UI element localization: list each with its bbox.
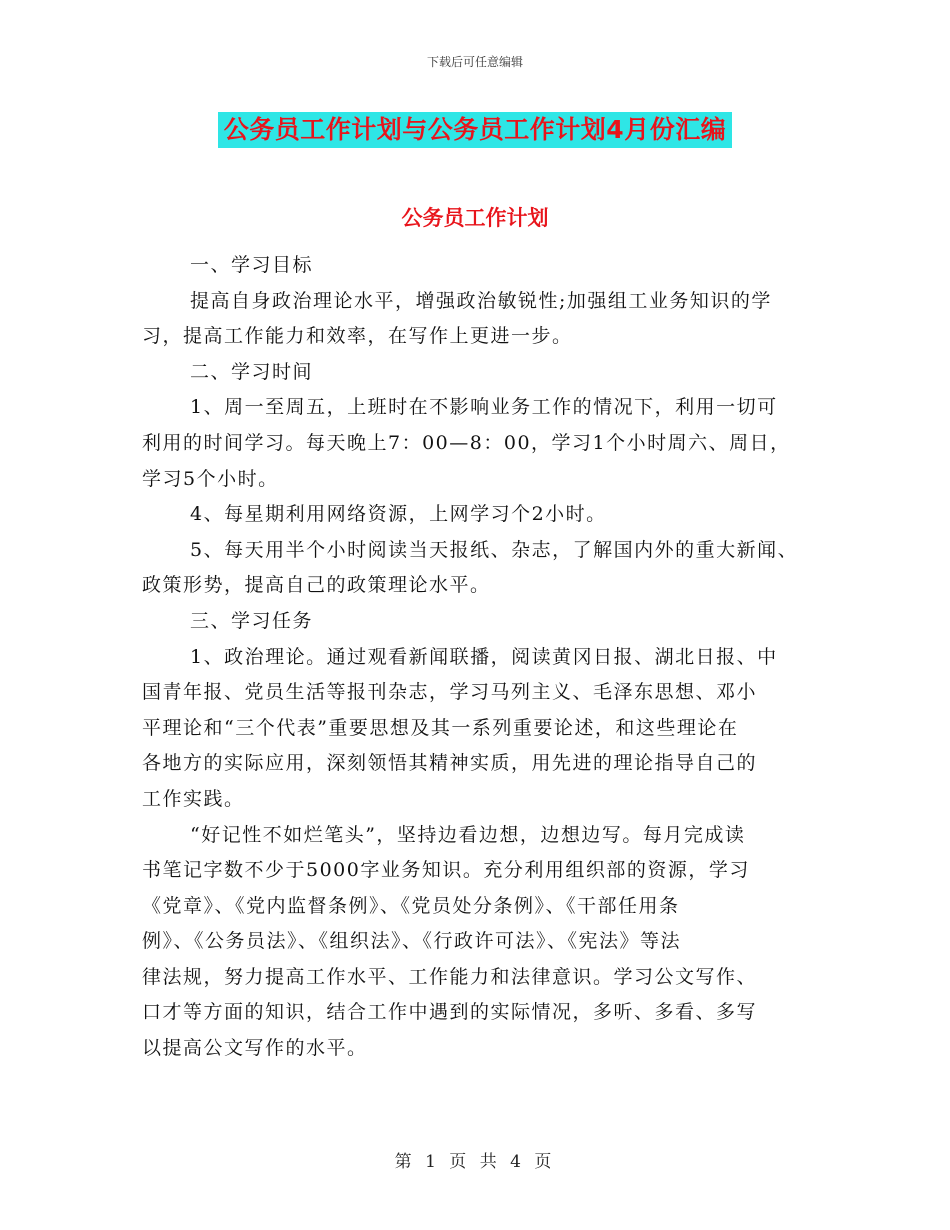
- body-line: 二、学习时间: [190, 360, 314, 383]
- body-line: 1、周一至周五，上班时在不影响业务工作的情况下，利用一切可: [190, 396, 778, 419]
- document-title: 公务员工作计划与公务员工作计划4月份汇编: [218, 112, 732, 148]
- body-line: 以提高公文写作的水平。: [142, 1037, 368, 1060]
- body-line: 平理论和“三个代表”重要思想及其一系列重要论述，和这些理论在: [142, 716, 739, 739]
- body-line: 政策形势，提高自己的政策理论水平。: [142, 574, 491, 597]
- body-line: 各地方的实际应用，深刻领悟其精神实质，用先进的理论指导自己的: [142, 752, 758, 775]
- body-line: 利用的时间学习。每天晚上7：00—8：00，学习1个小时周六、周日，: [142, 431, 791, 454]
- body-line: 学习5个小时。: [142, 467, 279, 490]
- body-line: 《党章》、《党内监督条例》、《党员处分条例》、《干部任用条: [142, 894, 680, 917]
- document-title-container: [0, 112, 950, 148]
- section-title: 公务员工作计划: [401, 206, 549, 230]
- body-line: 口才等方面的知识，结合工作中遇到的实际情况，多听、多看、多写: [142, 1001, 758, 1024]
- body-line: 5、每天用半个小时阅读当天报纸、杂志，了解国内外的重大新闻、: [190, 538, 799, 561]
- page-footer: 第 1 页 共 4 页: [394, 1152, 556, 1172]
- body-line: 4、每星期利用网络资源，上网学习个2小时。: [190, 503, 607, 526]
- body-line: 工作实践。: [142, 787, 245, 810]
- body-line: 习，提高工作能力和效率，在写作上更进一步。: [142, 325, 573, 348]
- body-line: 律法规，努力提高工作水平、工作能力和法律意识。学习公文写作、: [142, 965, 758, 988]
- body-line: 三、学习任务: [190, 609, 314, 632]
- body-line: 提高自身政治理论水平，增强政治敏锐性;加强组工业务知识的学: [190, 289, 772, 312]
- body-line: 国青年报、党员生活等报刊杂志，学习马列主义、毛泽东思想、邓小: [142, 681, 758, 704]
- body-line: 一、学习目标: [190, 254, 314, 276]
- body-line: 例》、《公务员法》、《组织法》、《行政许可法》、《宪法》等法: [142, 930, 682, 953]
- body-line: 书笔记字数不少于5000字业务知识。充分利用组织部的资源，学习: [142, 859, 750, 882]
- body-line: “好记性不如烂笔头”，坚持边看边想，边想边写。每月完成读: [190, 823, 746, 846]
- page-header: 下载后可任意编辑: [426, 55, 523, 69]
- document-body: [142, 248, 822, 1067]
- body-line: 1、政治理论。通过观看新闻联播，阅读黄冈日报、湖北日报、中: [190, 645, 778, 668]
